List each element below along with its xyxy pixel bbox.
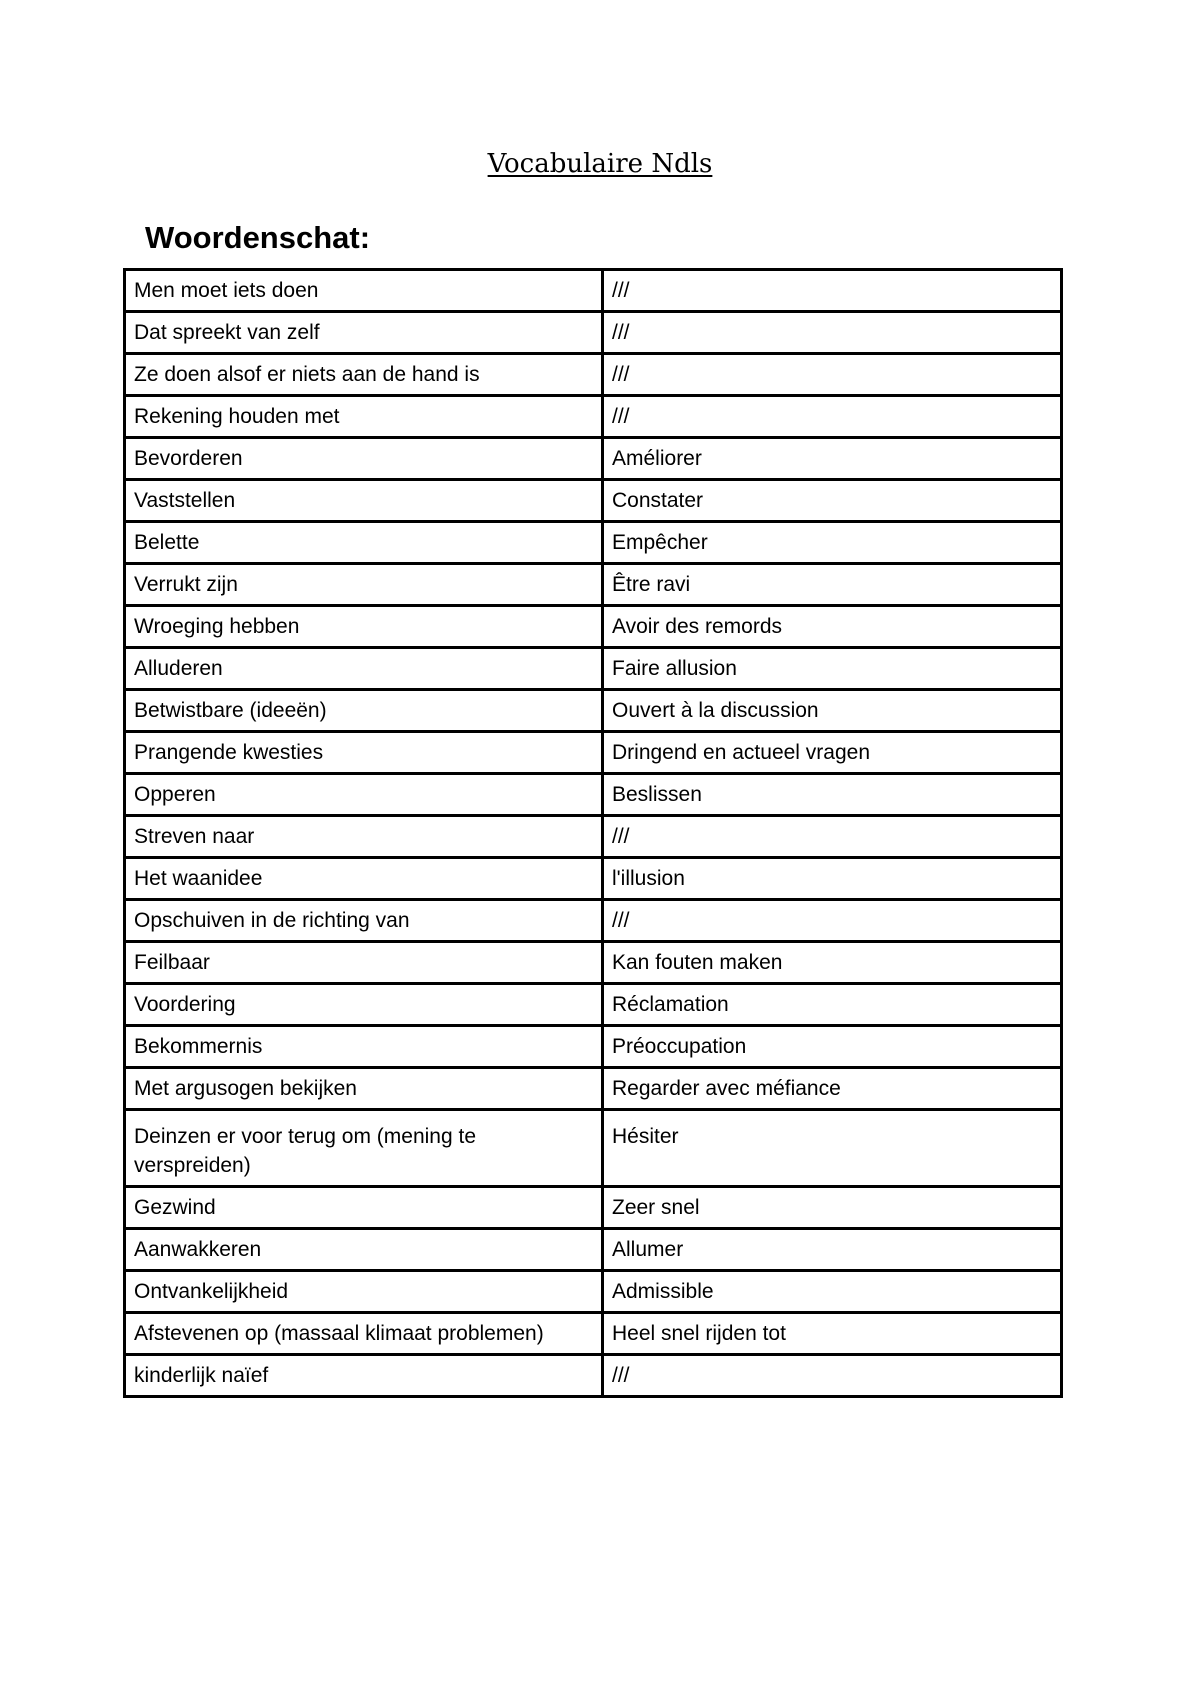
french-translation: Améliorer: [603, 438, 1062, 480]
dutch-term: Verrukt zijn: [125, 564, 603, 606]
french-translation: Kan fouten maken: [603, 942, 1062, 984]
table-row: [125, 648, 1062, 690]
section-heading: Woordenschat:: [145, 220, 371, 255]
table-row: [125, 480, 1062, 522]
dutch-term: Het waanidee: [125, 858, 603, 900]
table-row: [125, 774, 1062, 816]
table-row: [125, 1355, 1062, 1397]
table-row: [125, 270, 1062, 312]
french-translation: ///: [603, 396, 1062, 438]
table-row: [125, 942, 1062, 984]
dutch-term: Vaststellen: [125, 480, 603, 522]
dutch-term: Opschuiven in de richting van: [125, 900, 603, 942]
dutch-term: Rekening houden met: [125, 396, 603, 438]
french-translation: ///: [603, 816, 1062, 858]
dutch-term: Streven naar: [125, 816, 603, 858]
table-row: [125, 354, 1062, 396]
table-row: [125, 900, 1062, 942]
table-row: [125, 1110, 1062, 1187]
dutch-term: Betwistbare (ideeën): [125, 690, 603, 732]
dutch-term: Deinzen er voor terug om (mening te verspreiden): [125, 1110, 603, 1187]
french-translation: Préoccupation: [603, 1026, 1062, 1068]
dutch-term: Ze doen alsof er niets aan de hand is: [125, 354, 603, 396]
table-row: [125, 438, 1062, 480]
french-translation: Faire allusion: [603, 648, 1062, 690]
vocabulary-table: [123, 268, 1063, 1398]
french-translation: Être ravi: [603, 564, 1062, 606]
dutch-term: kinderlijk naïef: [125, 1355, 603, 1397]
french-translation: l'illusion: [603, 858, 1062, 900]
french-translation: Heel snel rijden tot: [603, 1313, 1062, 1355]
dutch-term: Bevorderen: [125, 438, 603, 480]
table-row: [125, 984, 1062, 1026]
french-translation: Beslissen: [603, 774, 1062, 816]
table-row: [125, 816, 1062, 858]
french-translation: Hésiter: [603, 1110, 1062, 1187]
dutch-term: Men moet iets doen: [125, 270, 603, 312]
dutch-term: Afstevenen op (massaal klimaat problemen): [125, 1313, 603, 1355]
french-translation: Avoir des remords: [603, 606, 1062, 648]
dutch-term: Alluderen: [125, 648, 603, 690]
dutch-term: Ontvankelijkheid: [125, 1271, 603, 1313]
french-translation: Dringend en actueel vragen: [603, 732, 1062, 774]
dutch-term: Voordering: [125, 984, 603, 1026]
table-row: [125, 732, 1062, 774]
french-translation: Zeer snel: [603, 1187, 1062, 1229]
french-translation: ///: [603, 900, 1062, 942]
french-translation: Regarder avec méfiance: [603, 1068, 1062, 1110]
table-row: [125, 396, 1062, 438]
dutch-term: Prangende kwesties: [125, 732, 603, 774]
french-translation: ///: [603, 354, 1062, 396]
french-translation: Empêcher: [603, 522, 1062, 564]
document-title: Vocabulaire Ndls: [487, 149, 713, 179]
table-row: [125, 606, 1062, 648]
dutch-term: Opperen: [125, 774, 603, 816]
dutch-term: Bekommernis: [125, 1026, 603, 1068]
french-translation: ///: [603, 312, 1062, 354]
table-row: [125, 312, 1062, 354]
table-row: [125, 1313, 1062, 1355]
table-row: [125, 1068, 1062, 1110]
table-row: [125, 1026, 1062, 1068]
dutch-term: Belette: [125, 522, 603, 564]
french-translation: Admissible: [603, 1271, 1062, 1313]
table-row: [125, 1187, 1062, 1229]
table-row: [125, 564, 1062, 606]
dutch-term: Aanwakkeren: [125, 1229, 603, 1271]
dutch-term: Gezwind: [125, 1187, 603, 1229]
french-translation: Ouvert à la discussion: [603, 690, 1062, 732]
french-translation: Constater: [603, 480, 1062, 522]
table-row: [125, 690, 1062, 732]
french-translation: ///: [603, 1355, 1062, 1397]
dutch-term: Dat spreekt van zelf: [125, 312, 603, 354]
table-row: [125, 1229, 1062, 1271]
french-translation: Allumer: [603, 1229, 1062, 1271]
french-translation: Réclamation: [603, 984, 1062, 1026]
dutch-term: Met argusogen bekijken: [125, 1068, 603, 1110]
dutch-term: Feilbaar: [125, 942, 603, 984]
dutch-term: Wroeging hebben: [125, 606, 603, 648]
table-row: [125, 522, 1062, 564]
table-row: [125, 1271, 1062, 1313]
french-translation: ///: [603, 270, 1062, 312]
table-row: [125, 858, 1062, 900]
